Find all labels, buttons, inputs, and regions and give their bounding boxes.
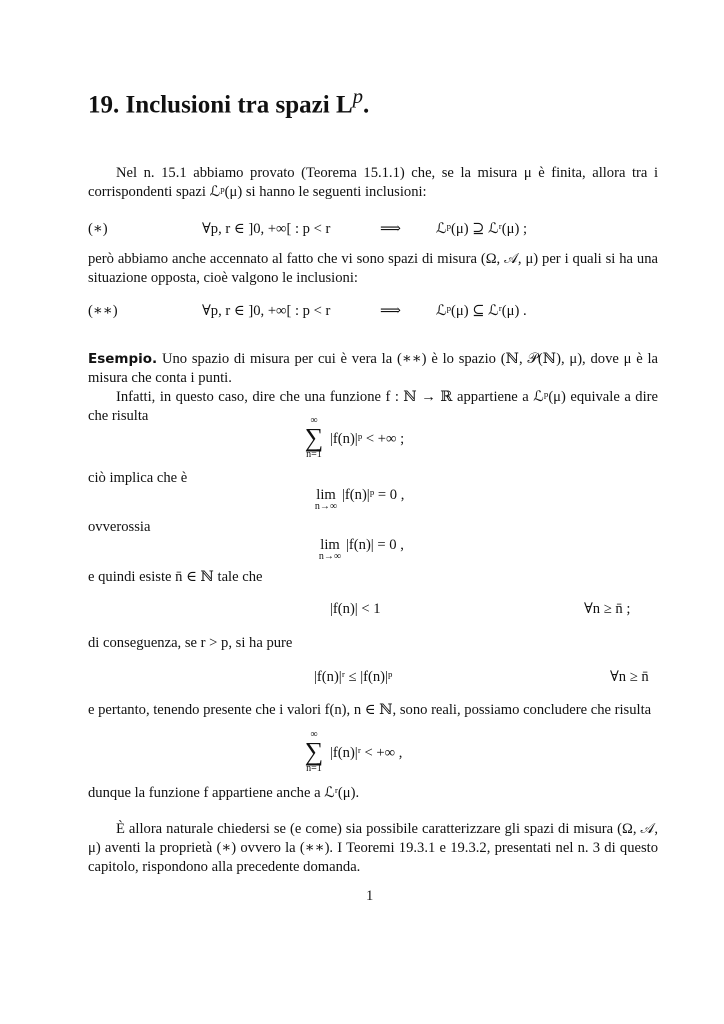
paragraph-dunque: dunque la funzione f appartiene anche a ℒʳ(μ). xyxy=(88,785,360,801)
paragraph-infatti: Infatti, in questo caso, dire che una funzione f : ℕ → ℝ appartiene a ℒᵖ(μ) equivale a dire che risulta xyxy=(88,389,658,424)
section-number: 19. xyxy=(88,91,120,119)
section-title-text: Inclusioni tra spazi L xyxy=(125,91,353,119)
paragraph-opposite: però abbiamo anche accennato al fatto che vi sono spazi di misura (Ω, 𝒜, μ) per i quali si ha una situazione opposta, cioè valgono le inclusioni: xyxy=(88,251,658,286)
paragraph-esiste: e quindi esiste n̄ ∈ ℕ tale che xyxy=(88,569,263,585)
page-number: 1 xyxy=(366,888,374,904)
sum1-bottom: n=1 xyxy=(306,449,322,460)
eq1-tag: (∗) xyxy=(88,221,108,237)
eq2-left: ∀p, r ∈ ]0, +∞[ : p < r xyxy=(202,303,331,319)
eq4-condition: ∀n ≥ n̄ xyxy=(610,669,649,685)
sum1-operator xyxy=(300,416,328,460)
sum2-top: ∞ xyxy=(310,729,318,740)
example-text: Uno spazio di misura per cui è vera la (∗∗) è lo spazio (ℕ, 𝒫(ℕ), μ), dove μ è la misura che conta i punti. xyxy=(88,351,658,386)
section-title-dot: . xyxy=(363,91,370,119)
sum1-sigma: ∑ xyxy=(304,423,324,452)
paragraph-conseguenza: di conseguenza, se r > p, si ha pure xyxy=(88,635,293,651)
sum2-sigma: ∑ xyxy=(304,737,324,766)
eq1-left: ∀p, r ∈ ]0, +∞[ : p < r xyxy=(202,221,331,237)
lim2-word: lim xyxy=(320,537,340,553)
lim1-sub: n→∞ xyxy=(314,501,338,512)
lim2-expression: |f(n)| = 0 , xyxy=(346,537,404,553)
paragraph-conclusione: È allora naturale chiedersi se (e come) sia possibile caratterizzare gli spazi di misura (Ω, 𝒜, μ) aventi la proprietà (∗) ovvero la (∗∗). I Teoremi 19.3.1 e 19.3.2, presentati nel n. 3 di questo capitolo, rispondono alla precedente domanda. xyxy=(88,821,658,875)
paragraph-ovverossia: ovverossia xyxy=(88,519,151,535)
eq1-right: ℒᵖ(μ) ⊇ ℒʳ(μ) ; xyxy=(436,221,528,237)
section-title-sup: p xyxy=(352,84,364,108)
paragraph-implica: ciò implica che è xyxy=(88,470,188,486)
eq4-expression: |f(n)|ʳ ≤ |f(n)|ᵖ xyxy=(314,669,393,685)
paragraph-intro: Nel n. 15.1 abbiamo provato (Teorema 15.1.1) che, se la misura μ è finita, allora tra i corrispondenti spazi ℒᵖ(μ) si hanno le seguenti inclusioni: xyxy=(88,165,658,200)
lim1-expression: |f(n)|ᵖ = 0 , xyxy=(342,487,405,503)
example-paragraph xyxy=(88,350,658,388)
lim2-sub: n→∞ xyxy=(318,551,342,562)
section-title xyxy=(88,84,369,119)
sum2-bottom: n=1 xyxy=(306,763,322,774)
lim2-operator xyxy=(310,538,350,562)
sum1-top: ∞ xyxy=(310,415,318,426)
paragraph-pertanto: e pertanto, tenendo presente che i valori f(n), n ∈ ℕ, sono reali, possiamo concludere che risulta xyxy=(88,702,652,718)
eq3-expression: |f(n)| < 1 xyxy=(330,601,381,617)
sum2-expression: |f(n)|ʳ < +∞ , xyxy=(330,745,403,761)
eq2-right: ℒᵖ(μ) ⊆ ℒʳ(μ) . xyxy=(436,303,527,319)
lim1-word: lim xyxy=(316,487,336,503)
eq1-arrow: ⟹ xyxy=(380,221,401,237)
sum1-expression: |f(n)|ᵖ < +∞ ; xyxy=(330,431,405,447)
eq2-tag: (∗∗) xyxy=(88,303,118,319)
example-label: Esempio. xyxy=(88,351,158,367)
sum2-operator xyxy=(300,730,328,774)
eq3-condition: ∀n ≥ n̄ ; xyxy=(584,601,631,617)
eq2-arrow: ⟹ xyxy=(380,303,401,319)
lim1-operator xyxy=(306,488,346,512)
